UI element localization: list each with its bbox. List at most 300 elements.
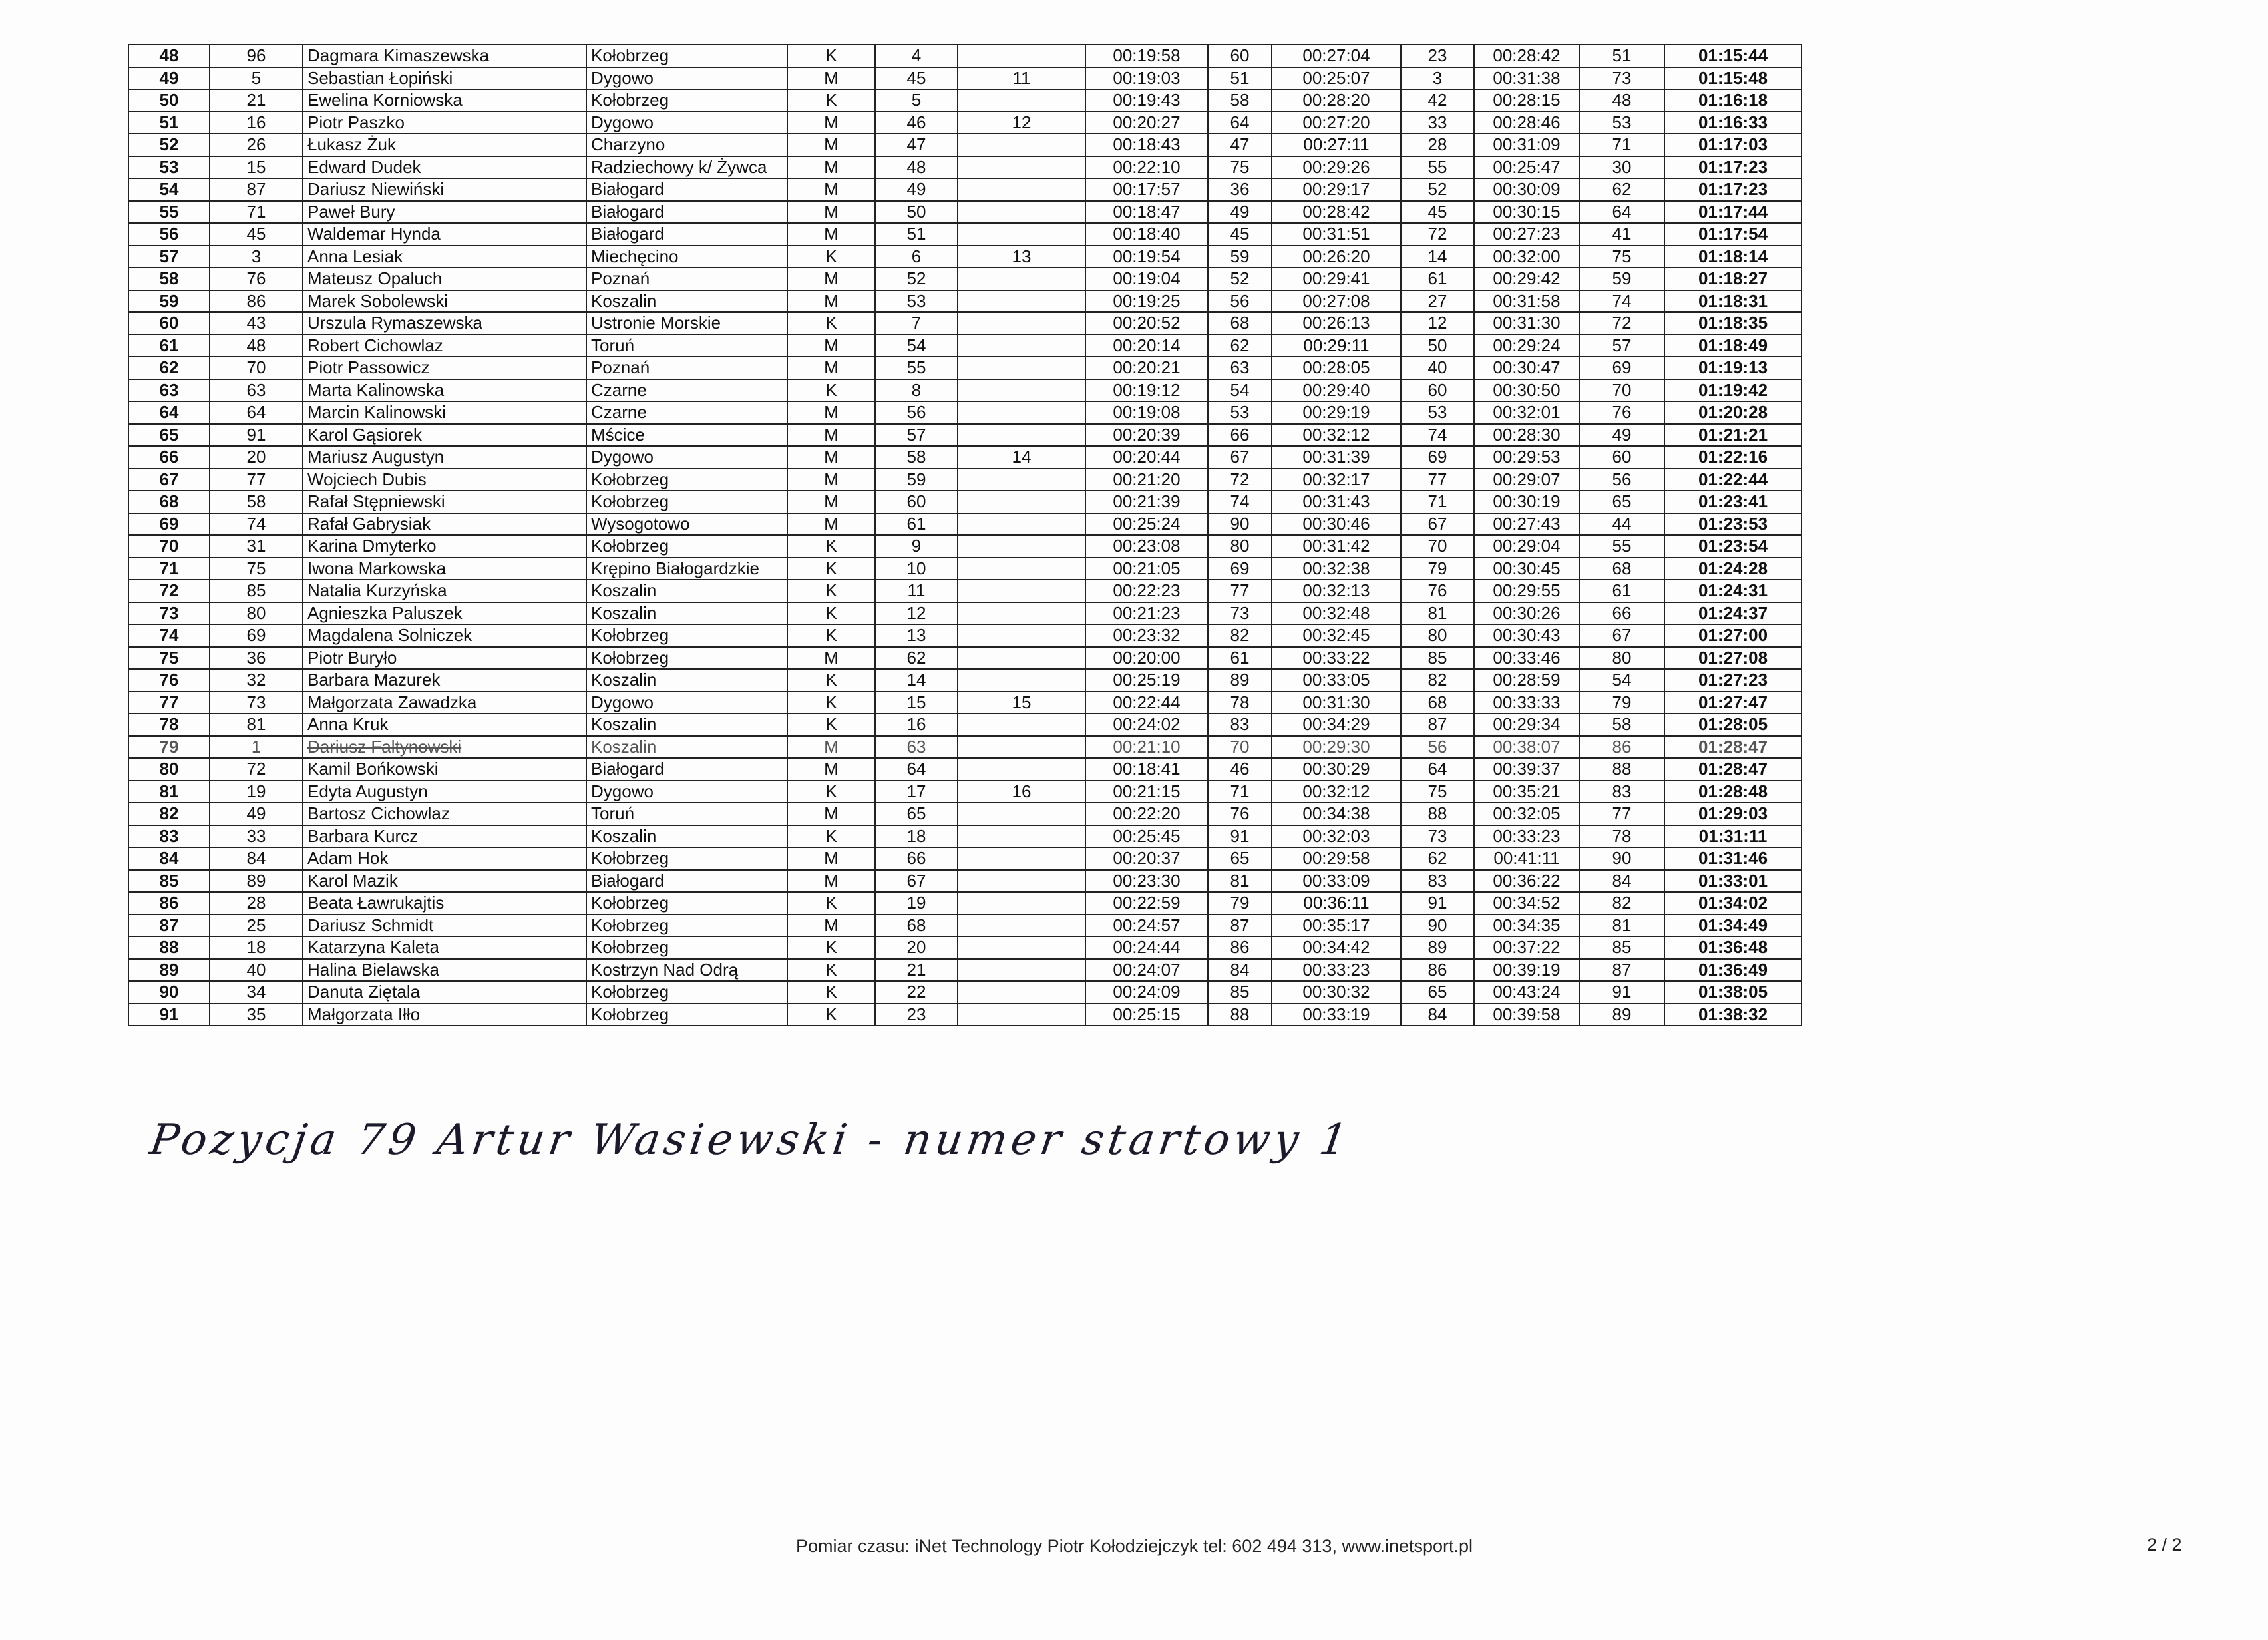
cell-text: 73: [1612, 67, 1632, 88]
cell-text: Adam Hok: [307, 848, 389, 869]
cell-text: 15: [246, 156, 266, 177]
cell-text: 28: [1427, 134, 1447, 155]
cell-name: [303, 134, 586, 156]
cell-lap3-rank: [1579, 401, 1664, 424]
cell-lap3-time: [1474, 379, 1579, 402]
cell-category-place: [958, 624, 1085, 647]
cell-text: 21: [906, 959, 926, 980]
cell-lap3-time: [1474, 335, 1579, 357]
cell-text: 00:36:11: [1303, 893, 1370, 913]
cell-text: Kołobrzeg: [591, 625, 669, 646]
cell-lap1-rank: [1208, 558, 1272, 580]
cell-text: 53: [1230, 402, 1250, 423]
cell-text: 74: [1427, 424, 1447, 445]
cell-bib: [210, 669, 303, 692]
table-row: [128, 1004, 1801, 1026]
cell-sex: [787, 714, 875, 736]
cell-text: Dariusz Niewiński: [307, 179, 445, 200]
cell-lap1-rank: [1208, 714, 1272, 736]
cell-text: Małgorzata Iłło: [307, 1004, 421, 1024]
cell-text: Miechęcino: [591, 246, 679, 266]
cell-text: 10: [906, 558, 926, 578]
cell-text: Białogard: [591, 201, 664, 222]
cell-text: 91: [246, 424, 266, 445]
cell-text: 01:18:35: [1698, 313, 1768, 333]
cell-lap3-rank: [1579, 513, 1664, 536]
cell-bib: [210, 781, 303, 803]
cell-lap1-time: [1085, 134, 1208, 156]
cell-category-place: [958, 535, 1085, 558]
cell-text: 00:29:04: [1493, 536, 1561, 556]
cell-text: 00:19:54: [1113, 246, 1181, 266]
cell-text: 5: [251, 67, 262, 88]
cell-lap1-time: [1085, 736, 1208, 759]
cell-text: K: [825, 558, 837, 578]
cell-lap1-rank: [1208, 268, 1272, 290]
cell-text: 59: [1612, 268, 1632, 289]
cell-text: 84: [159, 848, 179, 869]
cell-text: 57: [159, 246, 179, 266]
cell-total-time: [1664, 669, 1801, 692]
cell-city: [586, 624, 787, 647]
cell-text: 00:31:42: [1302, 536, 1370, 556]
cell-lap2-rank: [1401, 602, 1474, 625]
cell-text: 00:28:30: [1493, 424, 1561, 445]
cell-text: Czarne: [591, 402, 647, 423]
cell-name: [303, 201, 586, 224]
cell-text: 7: [911, 313, 922, 333]
cell-text: 00:30:32: [1302, 982, 1370, 1002]
cell-sex: [787, 268, 875, 290]
cell-place: [128, 223, 210, 246]
cell-text: 65: [1612, 491, 1632, 512]
cell-category-place: [958, 45, 1085, 67]
cell-text: 00:20:00: [1113, 647, 1181, 668]
cell-text: 01:17:23: [1698, 156, 1768, 177]
cell-city: [586, 936, 787, 959]
cell-text: 00:19:58: [1113, 45, 1181, 66]
cell-text: 00:22:23: [1113, 580, 1181, 601]
cell-text: 00:30:19: [1493, 491, 1561, 512]
table-row: [128, 491, 1801, 513]
cell-text: 23: [1427, 45, 1447, 66]
cell-name: [303, 781, 586, 803]
cell-text: Poznań: [591, 357, 650, 378]
cell-text: 00:35:17: [1302, 915, 1370, 935]
cell-place: [128, 112, 210, 134]
cell-text: 01:28:47: [1698, 759, 1768, 779]
cell-text: 00:28:42: [1302, 201, 1370, 222]
cell-text: 86: [159, 893, 179, 913]
cell-text: 66: [159, 447, 179, 467]
cell-text: 52: [159, 134, 179, 155]
cell-text: K: [825, 45, 837, 66]
cell-lap2-rank: [1401, 936, 1474, 959]
cell-sex-place: [875, 201, 958, 224]
cell-text: 01:34:49: [1698, 915, 1768, 935]
cell-total-time: [1664, 580, 1801, 602]
cell-sex: [787, 67, 875, 90]
cell-lap3-time: [1474, 246, 1579, 268]
cell-lap3-rank: [1579, 892, 1664, 915]
cell-lap1-rank: [1208, 803, 1272, 825]
cell-text: 77: [1230, 580, 1250, 601]
cell-text: 00:36:22: [1493, 870, 1561, 891]
cell-text: M: [824, 335, 839, 355]
cell-name: [303, 446, 586, 469]
cell-city: [586, 156, 787, 179]
cell-place: [128, 156, 210, 179]
cell-text: 67: [159, 469, 179, 489]
table-row: [128, 825, 1801, 848]
cell-text: 00:18:47: [1113, 201, 1181, 222]
cell-text: 00:32:01: [1493, 402, 1561, 423]
cell-lap1-time: [1085, 446, 1208, 469]
cell-lap2-time: [1272, 959, 1401, 982]
cell-category-place: [958, 446, 1085, 469]
cell-lap2-rank: [1401, 223, 1474, 246]
cell-text: M: [824, 134, 839, 155]
cell-lap2-time: [1272, 580, 1401, 602]
cell-lap1-rank: [1208, 246, 1272, 268]
cell-text: 80: [1612, 647, 1632, 668]
cell-lap2-rank: [1401, 379, 1474, 402]
cell-sex: [787, 156, 875, 179]
cell-text: Dariusz Schmidt: [307, 915, 434, 935]
cell-lap2-rank: [1401, 89, 1474, 112]
cell-sex: [787, 535, 875, 558]
cell-place: [128, 781, 210, 803]
cell-text: 71: [1427, 491, 1447, 512]
cell-text: Białogard: [591, 224, 664, 244]
cell-lap1-time: [1085, 379, 1208, 402]
cell-lap2-time: [1272, 335, 1401, 357]
cell-sex: [787, 647, 875, 670]
cell-total-time: [1664, 312, 1801, 335]
cell-text: Wysogotowo: [591, 513, 690, 534]
cell-text: Koszalin: [591, 670, 657, 690]
cell-text: Barbara Mazurek: [307, 670, 441, 690]
cell-city: [586, 112, 787, 134]
cell-text: 00:27:20: [1302, 112, 1370, 132]
cell-text: 00:39:37: [1493, 759, 1561, 779]
cell-place: [128, 736, 210, 759]
cell-name: [303, 379, 586, 402]
cell-total-time: [1664, 647, 1801, 670]
cell-lap1-rank: [1208, 535, 1272, 558]
cell-text: Marta Kalinowska: [307, 379, 445, 400]
cell-sex-place: [875, 89, 958, 112]
cell-text: 21: [246, 90, 266, 110]
cell-text: 83: [1612, 781, 1632, 801]
cell-text: K: [825, 781, 837, 801]
cell-text: 01:23:41: [1698, 491, 1768, 512]
cell-sex-place: [875, 446, 958, 469]
cell-sex: [787, 981, 875, 1004]
cell-text: 63: [1230, 357, 1250, 378]
cell-text: 36: [1230, 179, 1250, 200]
cell-sex-place: [875, 335, 958, 357]
cell-text: 00:18:43: [1113, 134, 1181, 155]
cell-lap1-time: [1085, 67, 1208, 90]
cell-text: 00:27:23: [1493, 224, 1561, 244]
cell-text: 01:27:08: [1698, 647, 1768, 668]
cell-text: 01:22:16: [1698, 447, 1768, 467]
cell-lap3-time: [1474, 981, 1579, 1004]
cell-sex-place: [875, 692, 958, 714]
cell-sex: [787, 223, 875, 246]
cell-name: [303, 268, 586, 290]
cell-text: 23: [906, 1004, 926, 1024]
cell-text: 60: [906, 491, 926, 512]
cell-text: 87: [1612, 959, 1632, 980]
results-table-body: [128, 45, 1801, 1026]
cell-lap3-rank: [1579, 357, 1664, 379]
cell-city: [586, 981, 787, 1004]
cell-text: K: [825, 379, 837, 400]
cell-text: 00:32:38: [1302, 558, 1370, 578]
cell-text: 43: [246, 313, 266, 333]
cell-lap3-rank: [1579, 1004, 1664, 1026]
cell-total-time: [1664, 602, 1801, 625]
cell-lap1-rank: [1208, 112, 1272, 134]
cell-sex-place: [875, 535, 958, 558]
cell-sex-place: [875, 112, 958, 134]
table-row: [128, 736, 1801, 759]
cell-lap2-time: [1272, 736, 1401, 759]
cell-text: 46: [1230, 759, 1250, 779]
cell-lap2-rank: [1401, 469, 1474, 491]
cell-text: 00:29:26: [1302, 156, 1370, 177]
cell-text: 9: [911, 536, 922, 556]
cell-lap3-rank: [1579, 469, 1664, 491]
table-row: [128, 357, 1801, 379]
cell-total-time: [1664, 89, 1801, 112]
cell-text: 01:24:37: [1698, 602, 1768, 623]
cell-lap2-time: [1272, 936, 1401, 959]
cell-text: 00:34:38: [1302, 803, 1370, 824]
cell-text: 90: [1612, 848, 1632, 869]
cell-text: 74: [159, 625, 179, 646]
cell-text: 00:19:12: [1113, 379, 1181, 400]
cell-text: Robert Cichowlaz: [307, 335, 443, 355]
cell-text: 48: [906, 156, 926, 177]
cell-text: 01:28:47: [1698, 736, 1768, 757]
cell-lap3-rank: [1579, 312, 1664, 335]
cell-place: [128, 446, 210, 469]
cell-text: M: [824, 290, 839, 311]
cell-lap2-time: [1272, 178, 1401, 201]
cell-text: 83: [1427, 870, 1447, 891]
cell-bib: [210, 134, 303, 156]
cell-city: [586, 178, 787, 201]
cell-lap2-time: [1272, 134, 1401, 156]
cell-lap2-rank: [1401, 714, 1474, 736]
cell-name: [303, 870, 586, 893]
cell-text: 96: [246, 45, 266, 66]
cell-lap3-rank: [1579, 758, 1664, 781]
cell-city: [586, 45, 787, 67]
cell-total-time: [1664, 379, 1801, 402]
cell-text: Danuta Ziętala: [307, 982, 421, 1002]
cell-text: 83: [1230, 714, 1250, 735]
cell-text: Białogard: [591, 870, 664, 891]
cell-lap3-rank: [1579, 156, 1664, 179]
cell-lap2-rank: [1401, 870, 1474, 893]
cell-sex: [787, 558, 875, 580]
cell-text: 47: [906, 134, 926, 155]
cell-text: 00:32:48: [1302, 602, 1370, 623]
cell-text: 81: [246, 714, 266, 735]
cell-lap1-time: [1085, 870, 1208, 893]
cell-text: 72: [1230, 469, 1250, 489]
cell-text: 47: [1230, 134, 1250, 155]
cell-text: Białogard: [591, 759, 664, 779]
cell-city: [586, 892, 787, 915]
cell-lap1-rank: [1208, 981, 1272, 1004]
cell-text: 00:24:07: [1113, 959, 1181, 980]
cell-name: [303, 580, 586, 602]
cell-text: 00:29:41: [1302, 268, 1370, 289]
cell-text: 00:31:30: [1493, 313, 1561, 333]
cell-text: 00:28:15: [1493, 90, 1561, 110]
cell-name: [303, 89, 586, 112]
table-row: [128, 424, 1801, 447]
cell-name: [303, 357, 586, 379]
cell-bib: [210, 825, 303, 848]
cell-text: Kołobrzeg: [591, 647, 669, 668]
cell-text: 65: [1427, 982, 1447, 1002]
cell-text: 53: [1612, 112, 1632, 132]
cell-text: 84: [1427, 1004, 1447, 1024]
cell-bib: [210, 558, 303, 580]
cell-text: 00:23:32: [1113, 625, 1181, 646]
cell-text: 00:27:04: [1302, 45, 1370, 66]
cell-text: 59: [159, 290, 179, 311]
cell-city: [586, 312, 787, 335]
cell-city: [586, 714, 787, 736]
cell-total-time: [1664, 624, 1801, 647]
cell-text: 01:31:11: [1698, 825, 1768, 846]
cell-lap2-rank: [1401, 513, 1474, 536]
cell-name: [303, 535, 586, 558]
cell-text: 00:29:07: [1493, 469, 1561, 489]
cell-sex: [787, 1004, 875, 1026]
table-row: [128, 246, 1801, 268]
cell-text: K: [825, 959, 837, 980]
cell-lap3-time: [1474, 692, 1579, 714]
cell-lap2-rank: [1401, 580, 1474, 602]
cell-lap1-rank: [1208, 379, 1272, 402]
cell-total-time: [1664, 847, 1801, 870]
cell-lap1-rank: [1208, 45, 1272, 67]
cell-text: 78: [1612, 825, 1632, 846]
cell-text: Kołobrzeg: [591, 848, 669, 869]
cell-lap2-time: [1272, 112, 1401, 134]
cell-sex: [787, 469, 875, 491]
cell-text: 85: [1427, 647, 1447, 668]
cell-text: Kostrzyn Nad Odrą: [591, 959, 739, 980]
cell-text: M: [824, 803, 839, 824]
cell-name: [303, 692, 586, 714]
cell-text: 68: [159, 491, 179, 512]
cell-bib: [210, 446, 303, 469]
cell-sex: [787, 915, 875, 937]
cell-place: [128, 469, 210, 491]
table-row: [128, 669, 1801, 692]
cell-text: 00:25:47: [1493, 156, 1561, 177]
cell-lap1-rank: [1208, 424, 1272, 447]
cell-text: 78: [1230, 692, 1250, 712]
cell-lap3-rank: [1579, 714, 1664, 736]
cell-text: Dygowo: [591, 67, 654, 88]
cell-lap3-time: [1474, 1004, 1579, 1026]
cell-text: 76: [1427, 580, 1447, 601]
cell-lap2-time: [1272, 558, 1401, 580]
cell-sex-place: [875, 290, 958, 313]
cell-text: 67: [906, 870, 926, 891]
cell-text: Koszalin: [591, 290, 657, 311]
cell-text: 01:27:23: [1698, 670, 1768, 690]
cell-text: 61: [1427, 268, 1447, 289]
cell-category-place: [958, 714, 1085, 736]
cell-lap2-rank: [1401, 981, 1474, 1004]
cell-text: 00:28:42: [1493, 45, 1561, 66]
cell-city: [586, 580, 787, 602]
cell-lap2-rank: [1401, 312, 1474, 335]
cell-lap3-rank: [1579, 936, 1664, 959]
cell-city: [586, 201, 787, 224]
cell-text: 65: [159, 424, 179, 445]
cell-lap2-time: [1272, 781, 1401, 803]
cell-lap3-time: [1474, 558, 1579, 580]
cell-text: Marek Sobolewski: [307, 290, 448, 311]
cell-text: 00:28:46: [1493, 112, 1561, 132]
cell-text: 01:34:02: [1698, 893, 1768, 913]
cell-text: 53: [1427, 402, 1447, 423]
cell-text: 35: [246, 1004, 266, 1024]
cell-lap1-rank: [1208, 692, 1272, 714]
cell-lap2-rank: [1401, 535, 1474, 558]
cell-text: 12: [1012, 112, 1032, 132]
cell-text: 00:31:43: [1302, 491, 1370, 512]
cell-total-time: [1664, 825, 1801, 848]
cell-text: 78: [159, 714, 179, 735]
cell-lap2-time: [1272, 469, 1401, 491]
cell-lap3-rank: [1579, 558, 1664, 580]
cell-place: [128, 624, 210, 647]
cell-text: 88: [1427, 803, 1447, 824]
cell-text: 8: [911, 379, 922, 400]
cell-lap2-time: [1272, 1004, 1401, 1026]
cell-text: 72: [159, 580, 179, 601]
cell-text: 90: [159, 982, 179, 1002]
cell-lap1-time: [1085, 201, 1208, 224]
cell-text: K: [825, 714, 837, 735]
cell-text: 00:24:57: [1113, 915, 1181, 935]
cell-text: 00:33:23: [1302, 959, 1370, 980]
cell-lap2-time: [1272, 870, 1401, 893]
cell-bib: [210, 647, 303, 670]
cell-text: 00:32:03: [1302, 825, 1370, 846]
cell-lap3-time: [1474, 803, 1579, 825]
cell-category-place: [958, 134, 1085, 156]
cell-text: 51: [1612, 45, 1632, 66]
cell-text: Mścice: [591, 424, 645, 445]
cell-text: Piotr Buryło: [307, 647, 397, 668]
cell-lap3-rank: [1579, 692, 1664, 714]
cell-lap2-time: [1272, 624, 1401, 647]
